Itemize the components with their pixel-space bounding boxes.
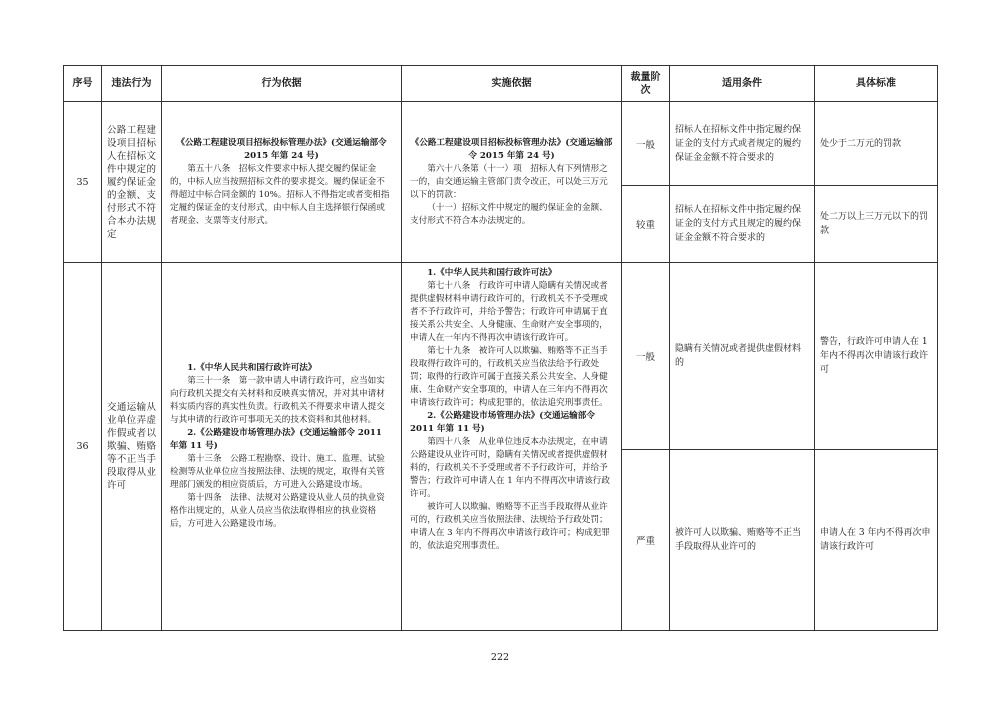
header-impl-basis: 实施依据	[402, 66, 622, 102]
standard-cell: 申请人在 3 年内不得再次申请该行政许可	[815, 450, 938, 631]
level-cell: 较重	[622, 186, 670, 263]
basis-title: 2.《公路建设市场管理办法》(交通运输部令 2011 年第 11 号)	[170, 428, 382, 451]
condition-cell: 招标人在招标文件中指定履约保证金的支付方式或者规定的履约保证金金额不符合要求的	[670, 102, 815, 186]
level-cell: 一般	[622, 263, 670, 450]
row-behavior-basis	[162, 102, 402, 263]
condition-cell: 招标人在招标文件中指定履约保证金的支付方式且规定的履约保证金金额不符合要求的	[670, 186, 815, 263]
basis-paragraph: 第五十八条 招标文件要求中标人提交履约保证金的，中标人应当按照招标文件的要求提交。履约保证金不得超过中标合同金额的 10%。招标人不得指定或者变相指定履约保证金的支付形式，由中标人自主选择银行保函或者现金、支票等支付形式。	[170, 163, 390, 226]
row-seq: 35	[64, 102, 102, 263]
impl-title: 2.《公路建设市场管理办法》(交通运输部令 2011 年第 11 号)	[410, 411, 595, 434]
impl-title: 1.《中华人民共和国行政许可法》	[427, 268, 557, 278]
condition-cell: 隐瞒有关情况或者提供虚假材料的	[670, 263, 815, 450]
table-header-row	[64, 66, 938, 102]
header-condition: 适用条件	[670, 66, 815, 102]
impl-title: 《公路工程建设项目招标投标管理办法》(交通运输部令 2015 年第 24 号)	[410, 137, 613, 161]
basis-paragraph: 第十四条 法律、法规对公路建设从业人员的执业资格作出规定的，从业人员应当依法取得相应的执业资格后，方可进入公路建设市场。	[170, 493, 385, 529]
standard-cell: 警告，行政许可申请人在 1 年内不得再次申请该行政许可	[815, 263, 938, 450]
penalty-table	[63, 65, 938, 631]
header-seq: 序号	[64, 66, 102, 102]
impl-paragraph: 第六十八条第（十一）项 招标人有下列情形之一的，由交通运输主管部门责令改正，可以处三万元以下的罚款：	[410, 163, 608, 200]
row-impl-basis	[402, 102, 622, 263]
condition-cell: 被许可人以欺骗、贿赂等不正当手段取得从业许可的	[670, 450, 815, 631]
header-violation: 违法行为	[102, 66, 162, 102]
row-violation: 交通运输从业单位弄虚作假或者以欺骗、贿赂等不正当手段取得从业许可	[102, 263, 162, 631]
standard-cell: 处二万以上三万元以下的罚款	[815, 186, 938, 263]
basis-title: 1.《中华人民共和国行政许可法》	[187, 363, 317, 373]
impl-paragraph: 第四十八条 从业单位违反本办法规定，在申请公路建设从业许可时，隐瞒有关情况或者提供虚假材料的，行政机关不予受理或者不予行政许可，并给予警告；行政许可申请人在 1 年内不得再次申请该行政许可。	[410, 437, 610, 499]
basis-paragraph: 第三十一条 第一款申请人申请行政许可，应当如实向行政机关提交有关材料和反映真实情况，并对其申请材料实质内容的真实性负责。行政机关不得要求申请人提交与其申请的行政许可事项无关的技术资料和其他材料。	[170, 376, 385, 425]
row-behavior-basis	[162, 263, 402, 631]
table-row	[64, 102, 938, 186]
header-standard: 具体标准	[815, 66, 938, 102]
standard-cell: 处少于二万元的罚款	[815, 102, 938, 186]
header-level: 裁量阶次	[622, 66, 670, 102]
basis-title: 《公路工程建设项目招标投标管理办法》(交通运输部令 2015 年第 24 号)	[176, 137, 387, 161]
impl-paragraph: 第七十八条 行政许可申请人隐瞒有关情况或者提供虚假材料申请行政许可的，行政机关不予受理或者不予行政许可，并给予警告；行政许可申请属于直接关系公共安全、人身健康、生命财产安全事项的，申请人在一年内不得再次申请该行政许可。	[410, 281, 608, 343]
impl-paragraph: 被许可人以欺骗、贿赂等不正当手段取得从业许可的，行政机关应当依照法律、法规给予行政处罚；申请人在 3 年内不得再次申请该行政许可；构成犯罪的，依法追究刑事责任。	[410, 502, 610, 551]
row-violation: 公路工程建设项目招标人在招标文件中规定的履约保证金的金额、支付形式不符合本办法规定	[102, 102, 162, 263]
page-number: 222	[490, 652, 510, 663]
header-behavior-basis: 行为依据	[162, 66, 402, 102]
level-cell: 严重	[622, 450, 670, 631]
level-cell: 一般	[622, 102, 670, 186]
basis-paragraph: 第十三条 公路工程勘察、设计、施工、监理、试验检测等从业单位应当按照法律、法规的规定，取得有关管理部门颁发的相应资质后，方可进入公路建设市场。	[170, 454, 385, 490]
impl-paragraph: （十一）招标文件中规定的履约保证金的金额、支付形式不符合本办法规定的。	[410, 202, 608, 226]
row-seq: 36	[64, 263, 102, 631]
impl-paragraph: 第七十九条 被许可人以欺骗、贿赂等不正当手段取得行政许可的，行政机关应当依法给予行政处罚；取得的行政许可属于直接关系公共安全、人身健康、生命财产安全事项的，申请人在三年内不得再次申请该行政许可；构成犯罪的，依法追究刑事责任。	[410, 346, 608, 408]
table-row	[64, 263, 938, 450]
row-impl-basis	[402, 263, 622, 631]
